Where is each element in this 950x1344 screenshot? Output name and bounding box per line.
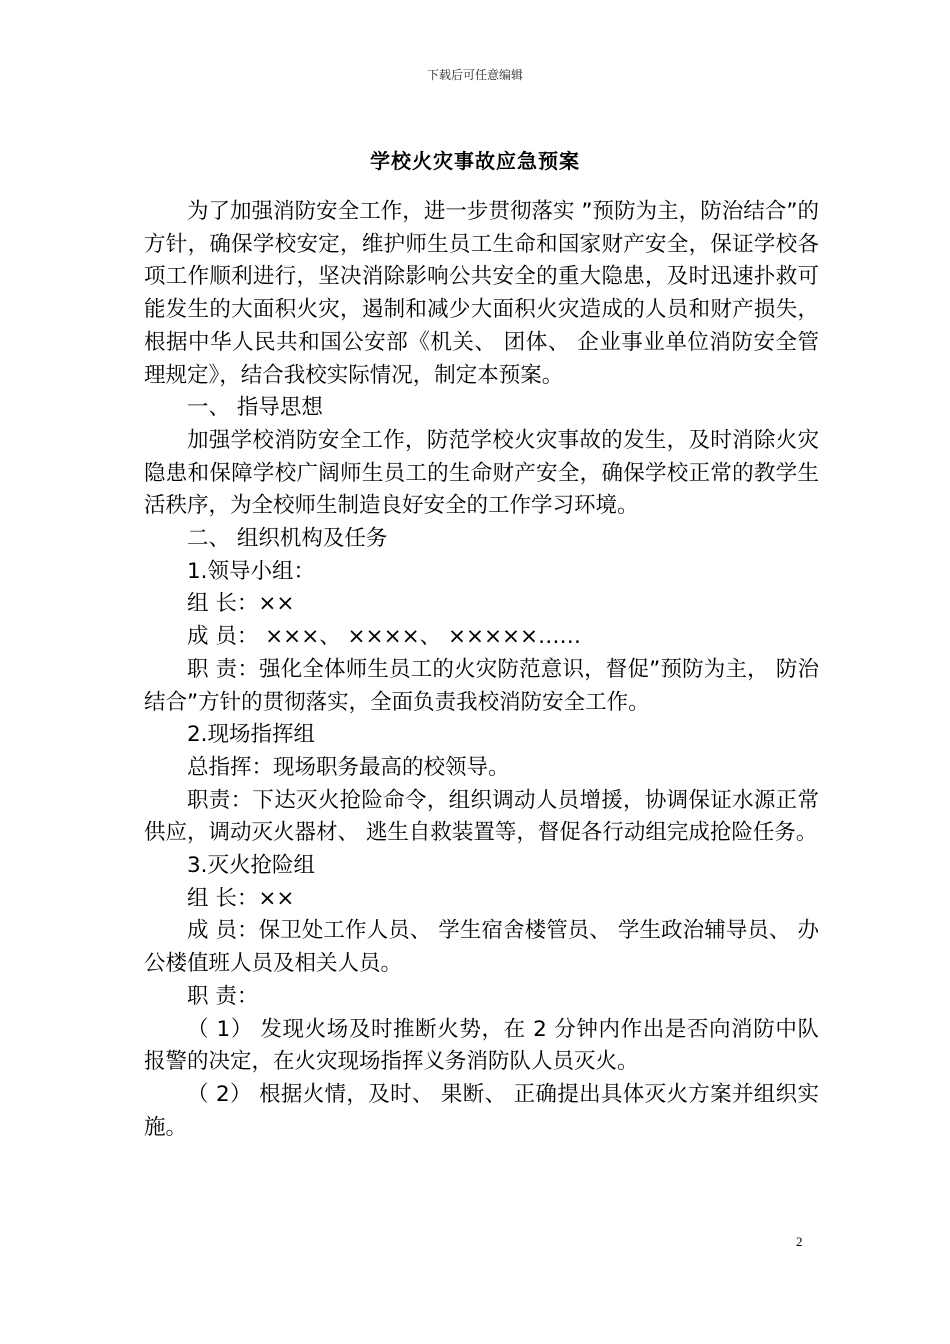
leadership-duties-paragraph: 职 责：强化全体师生员工的火灾防范意识，督促”预防为主， 防治结合”方针的贯彻落实，全面负责我校消防安全工作。 [144, 656, 819, 715]
page-header-note: 下载后可任意编辑 [426, 68, 523, 82]
document-body [144, 196, 819, 1144]
command-chief-line: 总指挥：现场职务最高的校领导。 [187, 754, 510, 780]
page-number: 2 [796, 1234, 803, 1249]
subsection-firefighting-group: 3.灭火抢险组 [187, 853, 316, 879]
document-title: 学校火灾事故应急预案 [370, 149, 580, 173]
command-duties-paragraph: 职责：下达灭火抢险命令，组织调动人员增援，协调保证水源正常供应，调动灭火器材、 逃生自救装置等，督促各行动组完成抢险任务。 [144, 787, 819, 846]
firefighting-duty-item-2: （ 2） 根据火情，及时、 果断、 正确提出具体灭火方案并组织实施。 [144, 1081, 819, 1140]
intro-paragraph: 为了加强消防安全工作，进一步贯彻落实 ”预防为主，防治结合”的方针，确保学校安定，维护师生员工生命和国家财产安全，保证学校各项工作顺利进行，坚决消除影响公共安全的重大隐患，及时迅速扑救可能发生的大面积火灾，遏制和减少大面积火灾造成的人员和财产损失，根据中华人民共和国公安部《机关、 团体、 企业事业单位消防安全管理规定》，结合我校实际情况，制定本预案。 [144, 199, 819, 388]
firefighting-duties-label: 职 责： [187, 983, 259, 1009]
leadership-leader-line: 组 长：×× [187, 591, 295, 617]
section-heading-organization: 二、 组织机构及任务 [187, 526, 388, 552]
firefighting-leader-line: 组 长：×× [187, 885, 295, 911]
firefighting-members-paragraph: 成 员：保卫处工作人员、 学生宿舍楼管员、 学生政治辅导员、 办公楼值班人员及相关人员。 [144, 918, 819, 977]
subsection-command-group: 2.现场指挥组 [187, 722, 316, 748]
section-heading-guiding-ideology: 一、 指导思想 [187, 395, 323, 421]
guiding-ideology-paragraph: 加强学校消防安全工作，防范学校火灾事故的发生，及时消除火灾隐患和保障学校广阔师生员工的生命财产安全，确保学校正常的教学生活秩序，为全校师生制造良好安全的工作学习环境。 [144, 427, 819, 519]
firefighting-duty-item-1: （ 1） 发现火场及时推断火势，在 2 分钟内作出是否向消防中队报警的决定，在火灾现场指挥义务消防队人员灭火。 [144, 1016, 819, 1075]
subsection-leadership-group: 1.领导小组： [187, 558, 316, 584]
leadership-members-line: 成 员： ×××、 ××××、 ×××××…… [187, 624, 582, 650]
